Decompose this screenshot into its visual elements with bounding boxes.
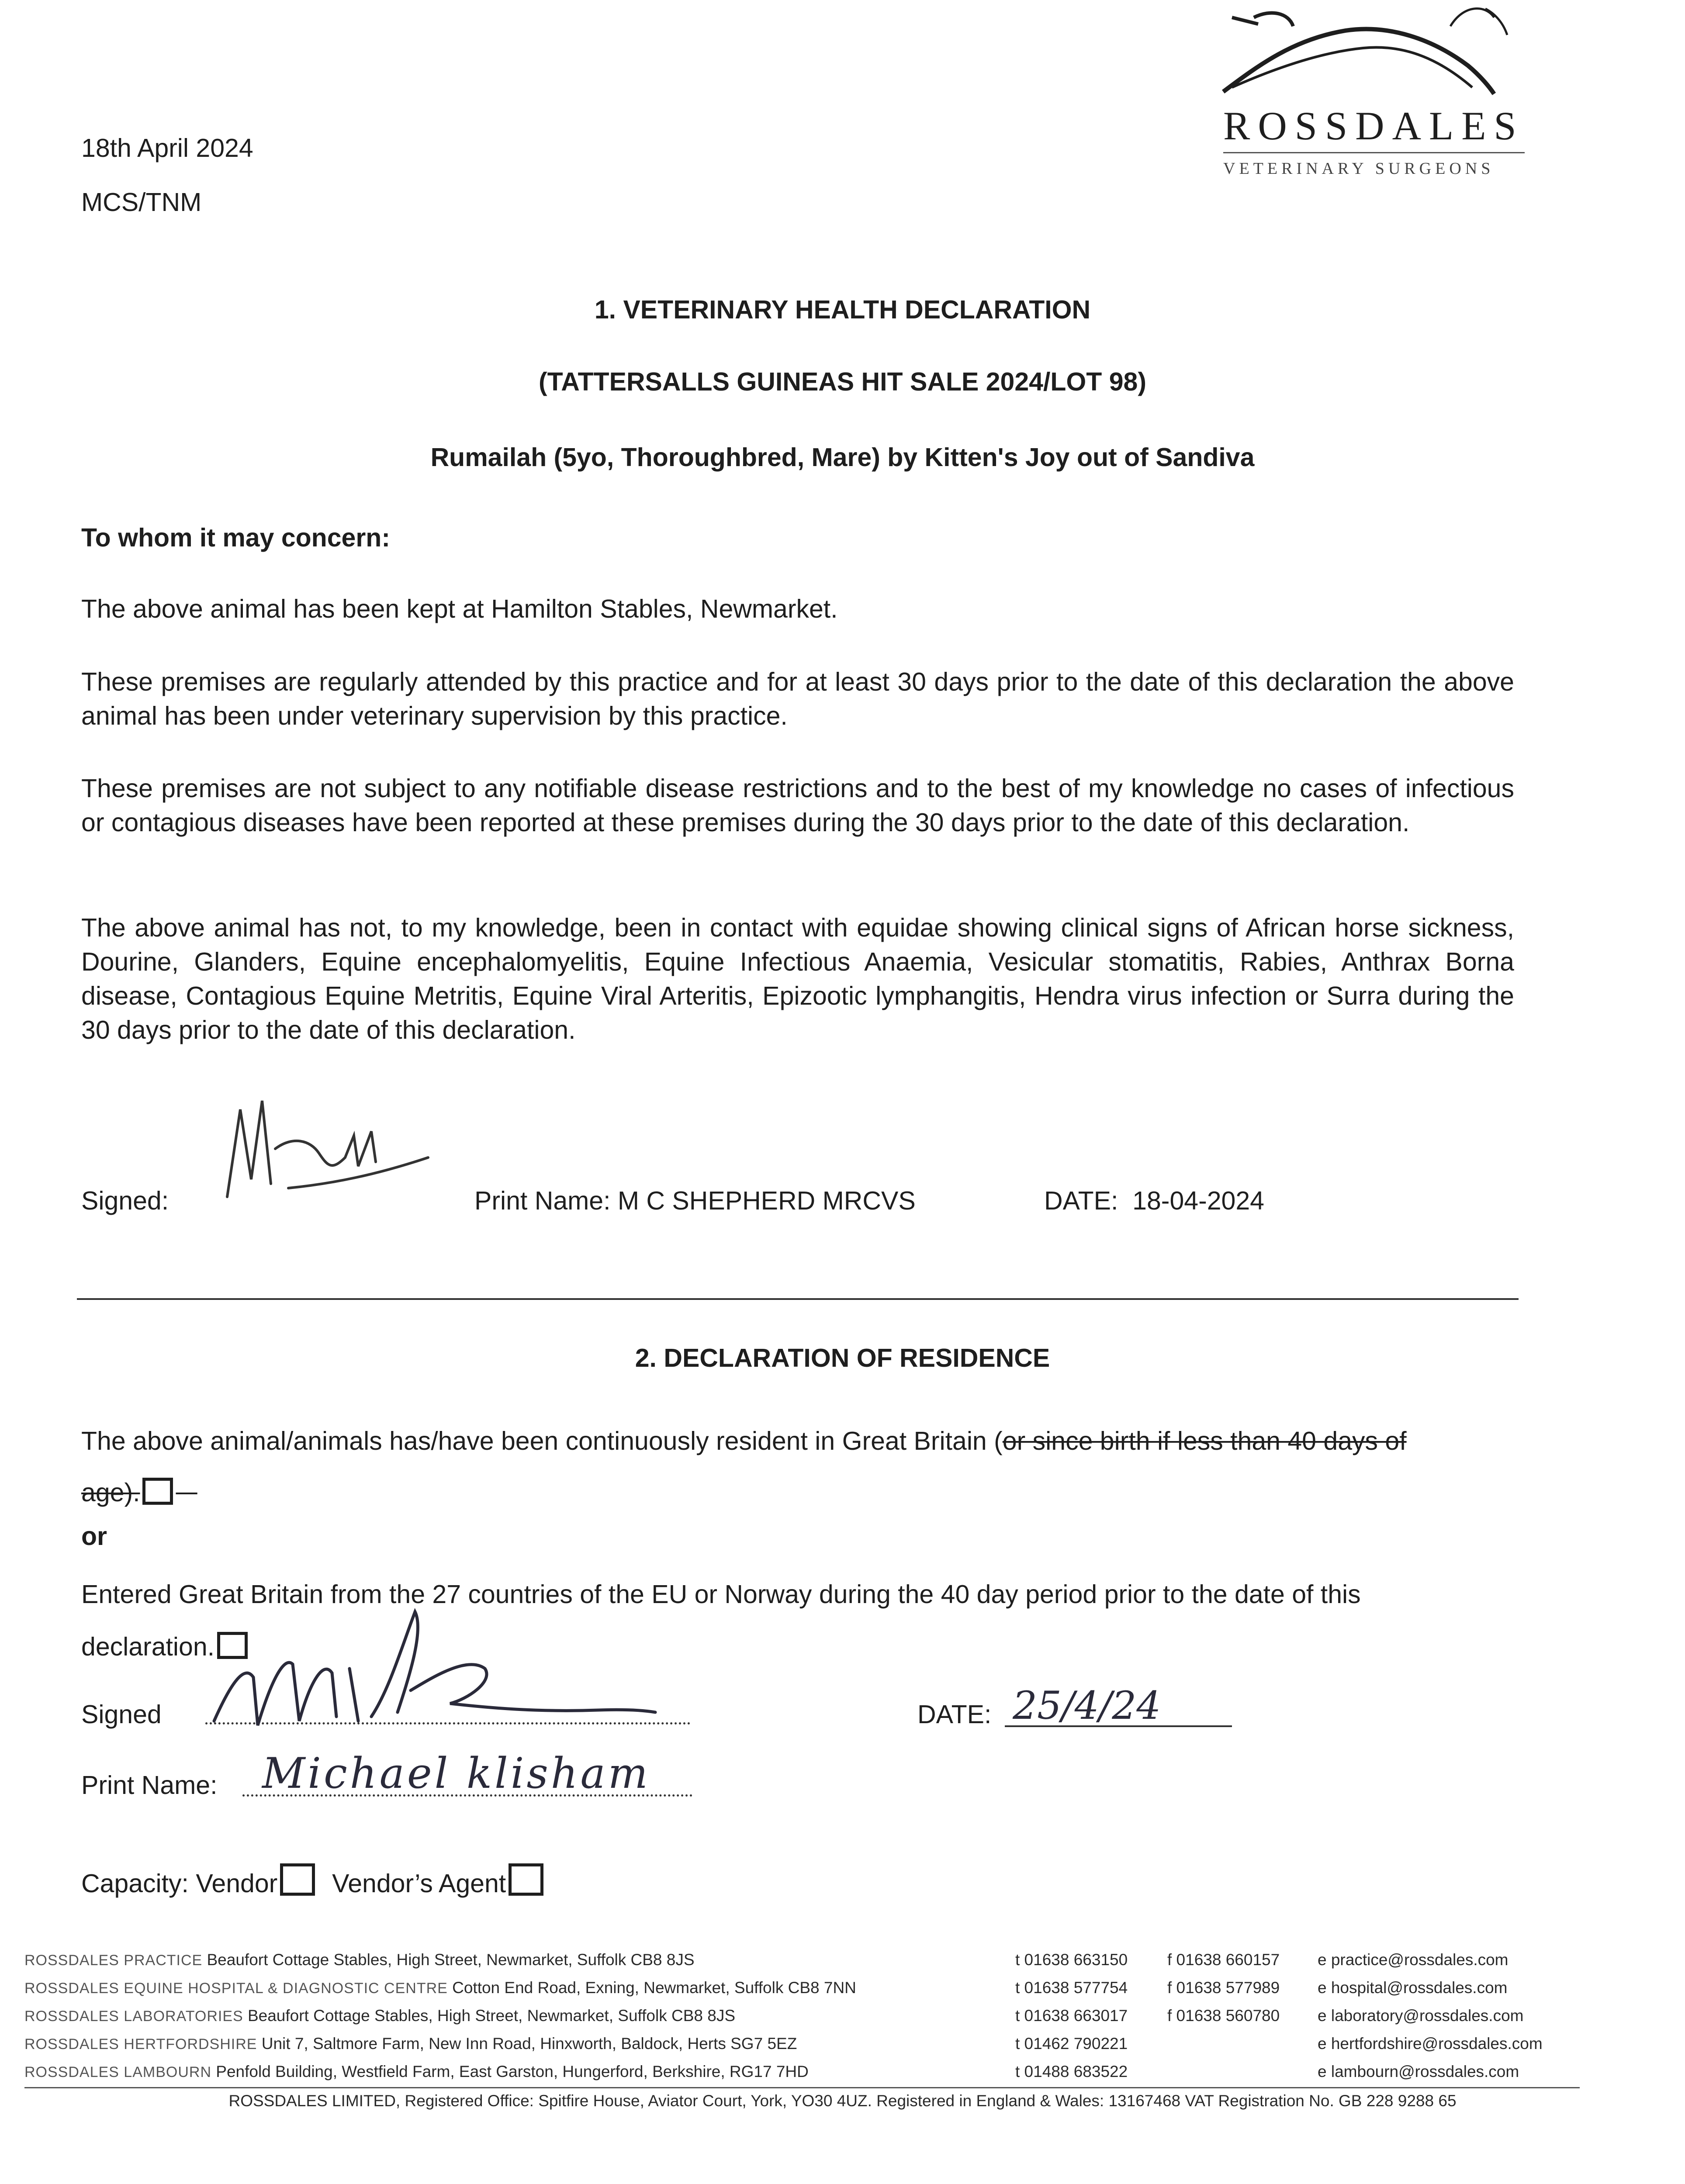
footer-name-hertfordshire: ROSSDALES HERTFORDSHIRE bbox=[24, 2036, 257, 2053]
or-label: or bbox=[81, 1522, 107, 1551]
footer-email-hertfordshire: e hertfordshire@rossdales.com bbox=[1318, 2035, 1543, 2053]
vet-date bbox=[1044, 1184, 1264, 1218]
section1-heading: 1. VETERINARY HEALTH DECLARATION bbox=[594, 295, 1091, 324]
footer-email-practice: e practice@rossdales.com bbox=[1318, 1951, 1509, 1969]
residence-signed-label: Signed bbox=[81, 1700, 162, 1729]
paragraph-kept: The above animal has been kept at Hamilton Stables, Newmarket. bbox=[81, 594, 838, 623]
footer-email-hospital: e hospital@rossdales.com bbox=[1318, 1979, 1508, 1997]
footer-address-lambourn: Penfold Building, Westfield Farm, East Garston, Hungerford, Berkshire, RG17 7HD bbox=[216, 2063, 809, 2080]
rossdales-logo bbox=[1206, 0, 1524, 192]
footer-tel-lambourn: t 01488 683522 bbox=[1015, 2063, 1128, 2080]
footer-name-laboratories: ROSSDALES LABORATORIES bbox=[24, 2008, 243, 2025]
residence-date-underline bbox=[1005, 1725, 1232, 1727]
footer-registered: ROSSDALES LIMITED, Registered Office: Spitfire House, Aviator Court, York, YO30 4UZ. Registered in England & Wales: 13167468 VAT Registration No. GB 228 9288 65 bbox=[228, 2092, 1457, 2110]
residence-statement bbox=[81, 1415, 1466, 1518]
capacity-line bbox=[81, 1863, 546, 1901]
footer-name-hospital: ROSSDALES EQUINE HOSPITAL & DIAGNOSTIC CENTRE bbox=[24, 1980, 448, 1997]
horse-line: Rumailah (5yo, Thoroughbred, Mare) by Kitten's Joy out of Sandiva bbox=[430, 443, 1255, 472]
paragraph-contact: The above animal has not, to my knowledge, been in contact with equidae showing clinical signs of African horse sickness, Dourine, Glanders, Equine encephalomyelitis, Equine Infectious Anaemia, Vesicular stomatitis, Rabies, Anthrax Borna disease, Contagious Equine Metritis, Equine Viral Arteritis, Epizootic lymphangitis, Hendra virus infection or Surra during the 30 days prior to the date of this declaration. bbox=[81, 913, 1514, 1044]
vet-date-value: 18-04-2024 bbox=[1132, 1186, 1264, 1215]
horse-logo-icon bbox=[1206, 0, 1520, 105]
footer-email-lambourn: e lambourn@rossdales.com bbox=[1318, 2063, 1519, 2080]
capacity-vendor-label: Capacity: Vendor bbox=[81, 1869, 278, 1898]
vendors-agent-label: Vendor’s Agent bbox=[332, 1869, 506, 1898]
vet-signature-icon bbox=[210, 1083, 437, 1214]
logo-tagline: VETERINARY SURGEONS bbox=[1223, 159, 1495, 178]
footer-fax-hospital: f 01638 577989 bbox=[1167, 1979, 1280, 1997]
footer-tel-hertfordshire: t 01462 790221 bbox=[1015, 2035, 1128, 2053]
paragraph-restrictions: These premises are not subject to any notifiable disease restrictions and to the best of my knowledge no cases of infectious or contagious diseases have been reported at these premises during the 30 days prior to the date of this declaration. bbox=[81, 774, 1514, 837]
footer-address-laboratories: Beaufort Cottage Stables, High Street, Newmarket, Suffolk CB8 8JS bbox=[247, 2007, 736, 2025]
vendor-checkbox[interactable] bbox=[280, 1863, 315, 1896]
footer-fax-practice: f 01638 660157 bbox=[1167, 1951, 1280, 1969]
footer-tel-laboratories: t 01638 663017 bbox=[1015, 2007, 1128, 2025]
entered-text: Entered Great Britain from the 27 countries of the EU or Norway during the 40 day period prior to the date of this declaration. bbox=[81, 1580, 1361, 1661]
residence-text: The above animal/animals has/have been continuously resident in Great Britain ( bbox=[81, 1427, 1003, 1455]
owner-signature-icon bbox=[205, 1603, 664, 1743]
residence-date-value: 25/4/24 bbox=[1013, 1683, 1161, 1728]
residence-print-name-label: Print Name: bbox=[81, 1771, 218, 1800]
residence-struck-text: or since birth if less than 40 days of age). bbox=[81, 1427, 1407, 1507]
footer-address-hertfordshire: Unit 7, Saltmore Farm, New Inn Road, Hinxworth, Baldock, Herts SG7 5EZ bbox=[261, 2035, 797, 2053]
section1-subheading: (TATTERSALLS GUINEAS HIT SALE 2024/LOT 98) bbox=[538, 367, 1147, 396]
logo-divider bbox=[1223, 152, 1525, 153]
residence-date-label: DATE: bbox=[917, 1700, 992, 1729]
letter-date: 18th April 2024 bbox=[81, 134, 253, 162]
salutation: To whom it may concern: bbox=[81, 523, 390, 552]
footer-tel-practice: t 01638 663150 bbox=[1015, 1951, 1128, 1969]
vendors-agent-checkbox[interactable] bbox=[509, 1863, 543, 1896]
resident-checkbox[interactable] bbox=[142, 1478, 173, 1505]
vet-print-name: Print Name: M C SHEPHERD MRCVS bbox=[474, 1186, 916, 1215]
signed-label: Signed: bbox=[81, 1186, 169, 1215]
footer-name-practice: ROSSDALES PRACTICE bbox=[24, 1952, 203, 1969]
section2-heading: 2. DECLARATION OF RESIDENCE bbox=[635, 1344, 1050, 1372]
footer-address-practice: Beaufort Cottage Stables, High Street, Newmarket, Suffolk CB8 8JS bbox=[207, 1951, 695, 1969]
footer-name-lambourn: ROSSDALES LAMBOURN bbox=[24, 2064, 211, 2080]
letter-reference: MCS/TNM bbox=[81, 188, 202, 217]
vet-date-label: DATE: bbox=[1044, 1186, 1118, 1215]
footer-tel-hospital: t 01638 577754 bbox=[1015, 1979, 1128, 1997]
paragraph-supervision: These premises are regularly attended by this practice and for at least 30 days prior to the date of this declaration the above animal has been under veterinary supervision by this practice. bbox=[81, 667, 1514, 730]
footer-fax-laboratories: f 01638 560780 bbox=[1167, 2007, 1280, 2025]
residence-print-name-value: Michael klisham bbox=[262, 1749, 650, 1798]
footer-email-laboratories: e laboratory@rossdales.com bbox=[1318, 2007, 1524, 2025]
logo-name: ROSSDALES bbox=[1223, 104, 1524, 148]
footer-address-hospital: Cotton End Road, Exning, Newmarket, Suffolk CB8 7NN bbox=[452, 1979, 856, 1997]
section-divider bbox=[77, 1298, 1519, 1300]
